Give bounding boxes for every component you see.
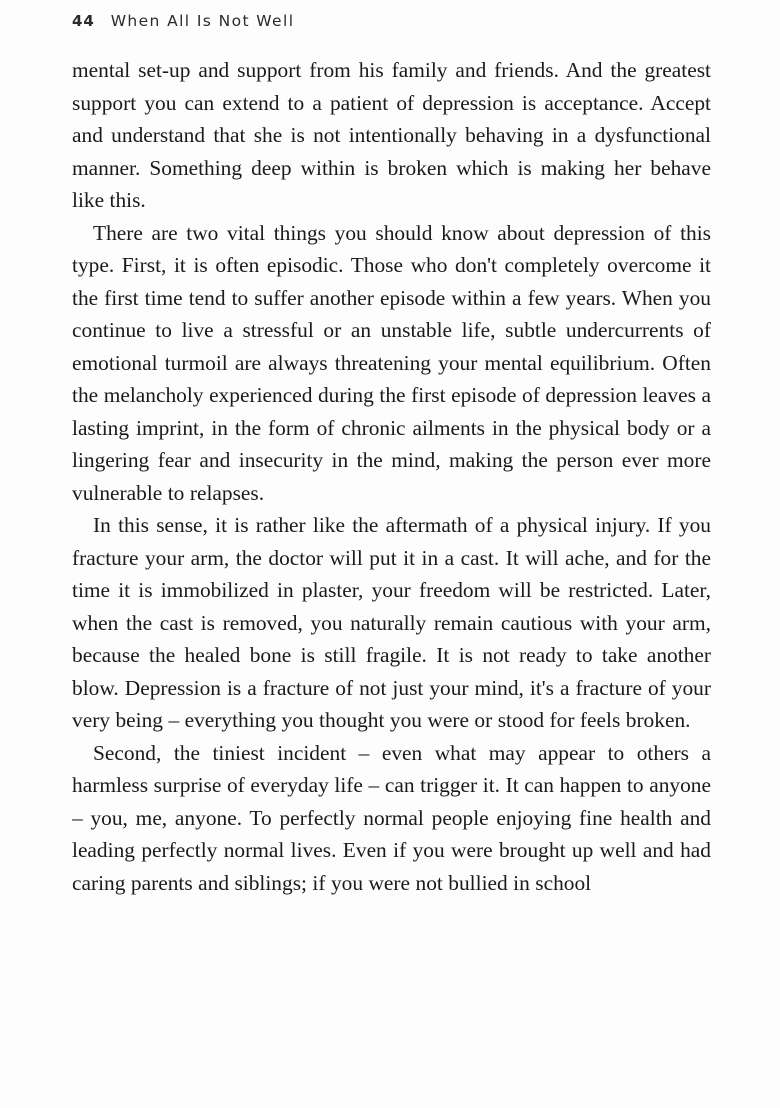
paragraph-1: mental set-up and support from his family and friends. And the greatest support you can extend to a patient of depression is acceptance. Accept and understand that she is not intentionally behaving in a dysfunctional manner. Something deep within is broken which is making her behave like this.	[72, 58, 711, 212]
paragraph-3: In this sense, it is rather like the aftermath of a physical injury. If you fracture your arm, the doctor will put it in a cast. It will ache, and for the time it is immobilized in plaster, your freedom will be restricted. Later, when the cast is removed, you naturally remain cautious with your arm, because the healed bone is still fragile. It is not ready to take another blow. Depression is a fracture of not just your mind, it's a fracture of your very being – everything you thought you were or stood for feels broken.	[72, 513, 711, 732]
page-number: 44	[72, 12, 95, 30]
body-text-block	[72, 54, 711, 1108]
running-title: When All Is Not Well	[110, 12, 295, 30]
running-head	[72, 8, 710, 34]
paragraph-4: Second, the tiniest incident – even what may appear to others a harmless surprise of everyday life – can trigger it. It can happen to anyone – you, me, anyone. To perfectly normal people enjoying fine health and leading perfectly normal lives. Even if you were brought up well and had caring parents and siblings; if you were not bullied in school	[72, 740, 711, 895]
paragraph-2: There are two vital things you should know about depression of this type. First, it is often episodic. Those who don't completely overcome it the first time tend to suffer another episode within a few years. When you continue to live a stressful or an unstable life, subtle undercurrents of emotional turmoil are always threatening your mental equilibrium. Often the melancholy experienced during the first episode of depression leaves a lasting imprint, in the form of chronic ailments in the physical body or a lingering fear and insecurity in the mind, making the person ever more vulnerable to relapses.	[72, 220, 711, 505]
